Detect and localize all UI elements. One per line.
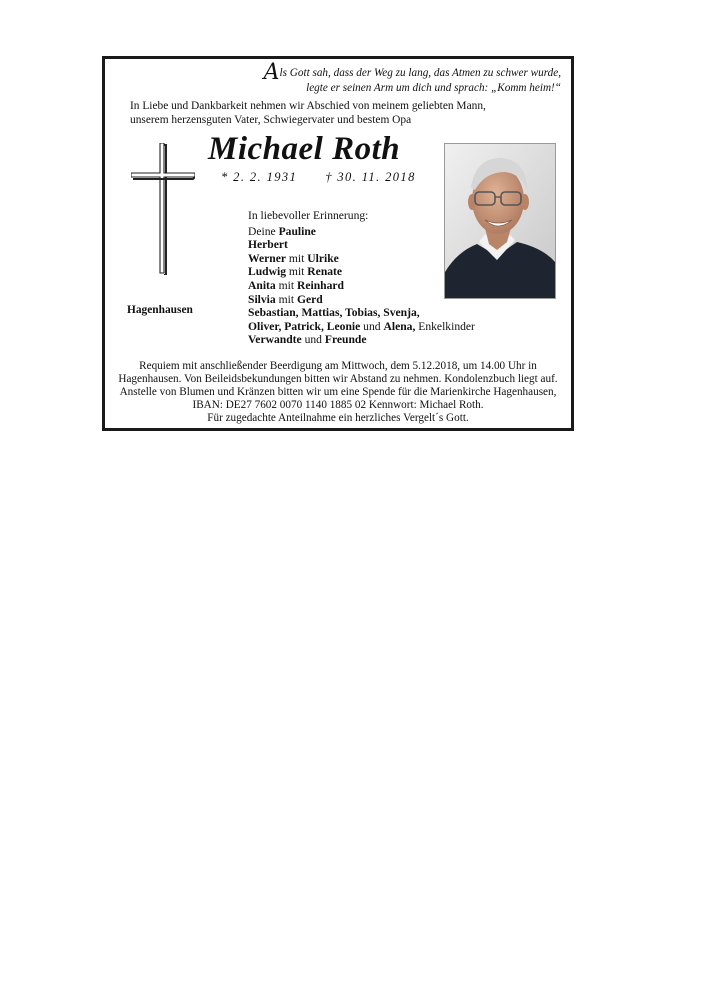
mourner-line: Werner mit Ulrike: [248, 251, 339, 265]
motto-line-1-text: ls Gott sah, dass der Weg zu lang, das Atmen zu schwer wurde,: [279, 67, 561, 79]
footer-line-2: Hagenhausen. Von Beileidsbekundungen bitten wir Abstand zu nehmen. Kondolenzbuch liegt auf.: [118, 373, 558, 385]
mourners-list: [248, 209, 475, 347]
motto-initial: A: [263, 60, 280, 85]
deceased-name: Michael Roth: [208, 131, 401, 167]
motto-line-2: legte er seinen Arm um dich und sprach: „Komm heim!“: [306, 82, 561, 94]
mourner-line: Oliver, Patrick, Leonie und Alena, Enkelkinder: [248, 319, 475, 333]
intro-line-2: unserem herzensguten Vater, Schwiegervater und bestem Opa: [130, 114, 412, 126]
birth-date: * 2. 2. 1931: [221, 170, 298, 184]
footer-line-1: Requiem mit anschließender Beerdigung am Mittwoch, dem 5.12.2018, um 14.00 Uhr in: [139, 360, 537, 372]
mourner-line: Deine Pauline: [248, 224, 316, 238]
motto-line-1: [263, 60, 561, 85]
footer-line-5: Für zugedachte Anteilnahme ein herzliches Vergelt´s Gott.: [207, 412, 469, 424]
mourner-line: Verwandte und Freunde: [248, 333, 367, 347]
footer-line-3: Anstelle von Blumen und Kränzen bitten wir um eine Spende für die Marienkirche Hagenhausen,: [119, 386, 557, 398]
intro-text: [130, 99, 486, 127]
mourners-lead: In liebevoller Erinnerung:: [248, 209, 369, 222]
intro-line-1: In Liebe und Dankbarkeit nehmen wir Abschied von meinem geliebten Mann,: [130, 100, 486, 112]
mourner-line: Anita mit Reinhard: [248, 278, 344, 292]
mourner-line: Sebastian, Mattias, Tobias, Svenja,: [248, 306, 420, 320]
death-date: † 30. 11. 2018: [325, 170, 416, 184]
obituary-notice: [102, 56, 574, 431]
mourner-line: Ludwig mit Renate: [248, 265, 343, 279]
funeral-details: [105, 360, 571, 425]
life-dates: [221, 169, 416, 185]
cross-icon: [131, 143, 195, 275]
footer-line-4: IBAN: DE27 7602 0070 1140 1885 02 Kennwort: Michael Roth.: [192, 399, 484, 411]
mourner-line: Silvia mit Gerd: [248, 292, 323, 306]
place-name: Hagenhausen: [127, 304, 193, 316]
mourner-line: Herbert: [248, 238, 288, 252]
motto: [263, 60, 561, 96]
